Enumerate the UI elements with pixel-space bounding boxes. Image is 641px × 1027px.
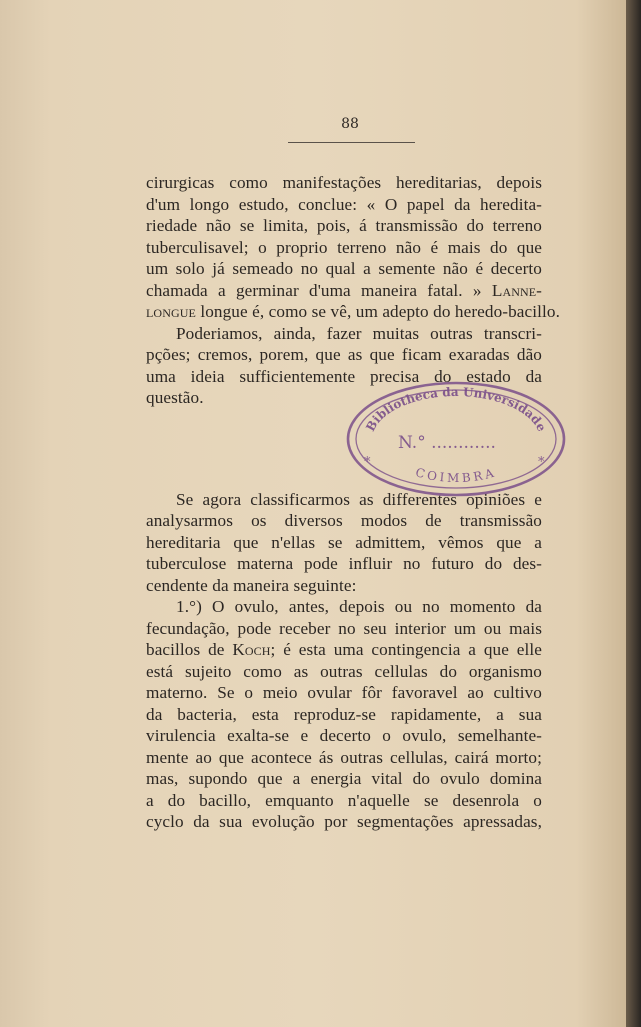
text-line: mente ao que acontece ás outras cellulas, cairá morto; (146, 747, 542, 767)
text-fragment: longue é, como se vê, um adepto do heredo-bacillo. (200, 302, 560, 321)
text-line: riedade não se limita, pois, á transmissão do terreno (146, 216, 542, 235)
stamp-star-left: * (364, 455, 371, 470)
text-fragment: bacillos de (146, 640, 233, 659)
text-line (146, 639, 542, 661)
text-line: da bacteria, esta reproduz-se rapidamente, a sua (146, 704, 542, 724)
text-line: a do bacillo, emquanto n'aquelle se desenrola o (146, 790, 542, 810)
body-text (146, 172, 560, 833)
text-fragment: chamada a germinar d'uma maneira fatal. » (146, 280, 492, 300)
page-number: 88 (341, 116, 359, 132)
header-rule (288, 142, 415, 143)
text-line: fecundação, pode receber no seu interior um ou mais (146, 618, 542, 638)
stamp-star-right: * (538, 455, 545, 470)
text-line: Poderiamos, ainda, fazer muitas outras transcri- (176, 323, 542, 343)
text-line: questão. (146, 388, 204, 407)
text-line: tuberculose materna pode influir no futuro do des- (146, 554, 542, 573)
book-edge (626, 0, 641, 1027)
author-name: longue (146, 302, 196, 321)
text-line: pções; cremos, porem, que as que ficam exaradas dão (146, 345, 542, 364)
author-name: Lanne- (491, 280, 542, 300)
text-line: analysarmos os diversos modos de transmissão (146, 511, 542, 530)
text-line: mas, supondo que a energia vital do ovulo domina (146, 769, 542, 788)
text-line (146, 301, 560, 323)
text-line: d'um longo estudo, conclue: « O papel da heredita- (146, 194, 542, 214)
text-line: hereditaria que n'ellas se admittem, vêmos que a (146, 532, 542, 552)
stamp-number-field: N.° ............ (398, 433, 496, 453)
text-line (146, 280, 542, 302)
text-line: cirurgicas como manifestações hereditarias, depois (146, 173, 542, 192)
text-fragment: ; é esta uma contingencia a que elle (270, 640, 542, 659)
author-name: Koch (232, 640, 271, 659)
text-line: cyclo da sua evolução por segmentações apressadas, (146, 812, 542, 831)
text-line: está sujeito como as outras cellulas do organismo (146, 661, 542, 681)
paragraph-gap (146, 409, 542, 489)
text-line: cendente da maneira seguinte: (146, 575, 357, 595)
text-line: Se agora classificarmos as differentes opiniões e (176, 489, 542, 509)
stamp-bottom-text: COIMBRA (413, 465, 499, 486)
text-line: um solo já semeado no qual a semente não é decerto (146, 259, 542, 278)
text-line: 1.°) O ovulo, antes, depois ou no momento da (176, 597, 542, 616)
text-line: tuberculisavel; o proprio terreno não é mais do que (146, 237, 542, 257)
text-line: virulencia exalta-se e decerto o ovulo, semelhante- (146, 726, 542, 745)
text-line: uma ideia sufficientemente precisa do estado da (146, 366, 542, 386)
stamp-top-text: Bibliotheca da Universidade (363, 384, 549, 434)
text-line: materno. Se o meio ovular fôr favoravel ao cultivo (146, 683, 542, 702)
